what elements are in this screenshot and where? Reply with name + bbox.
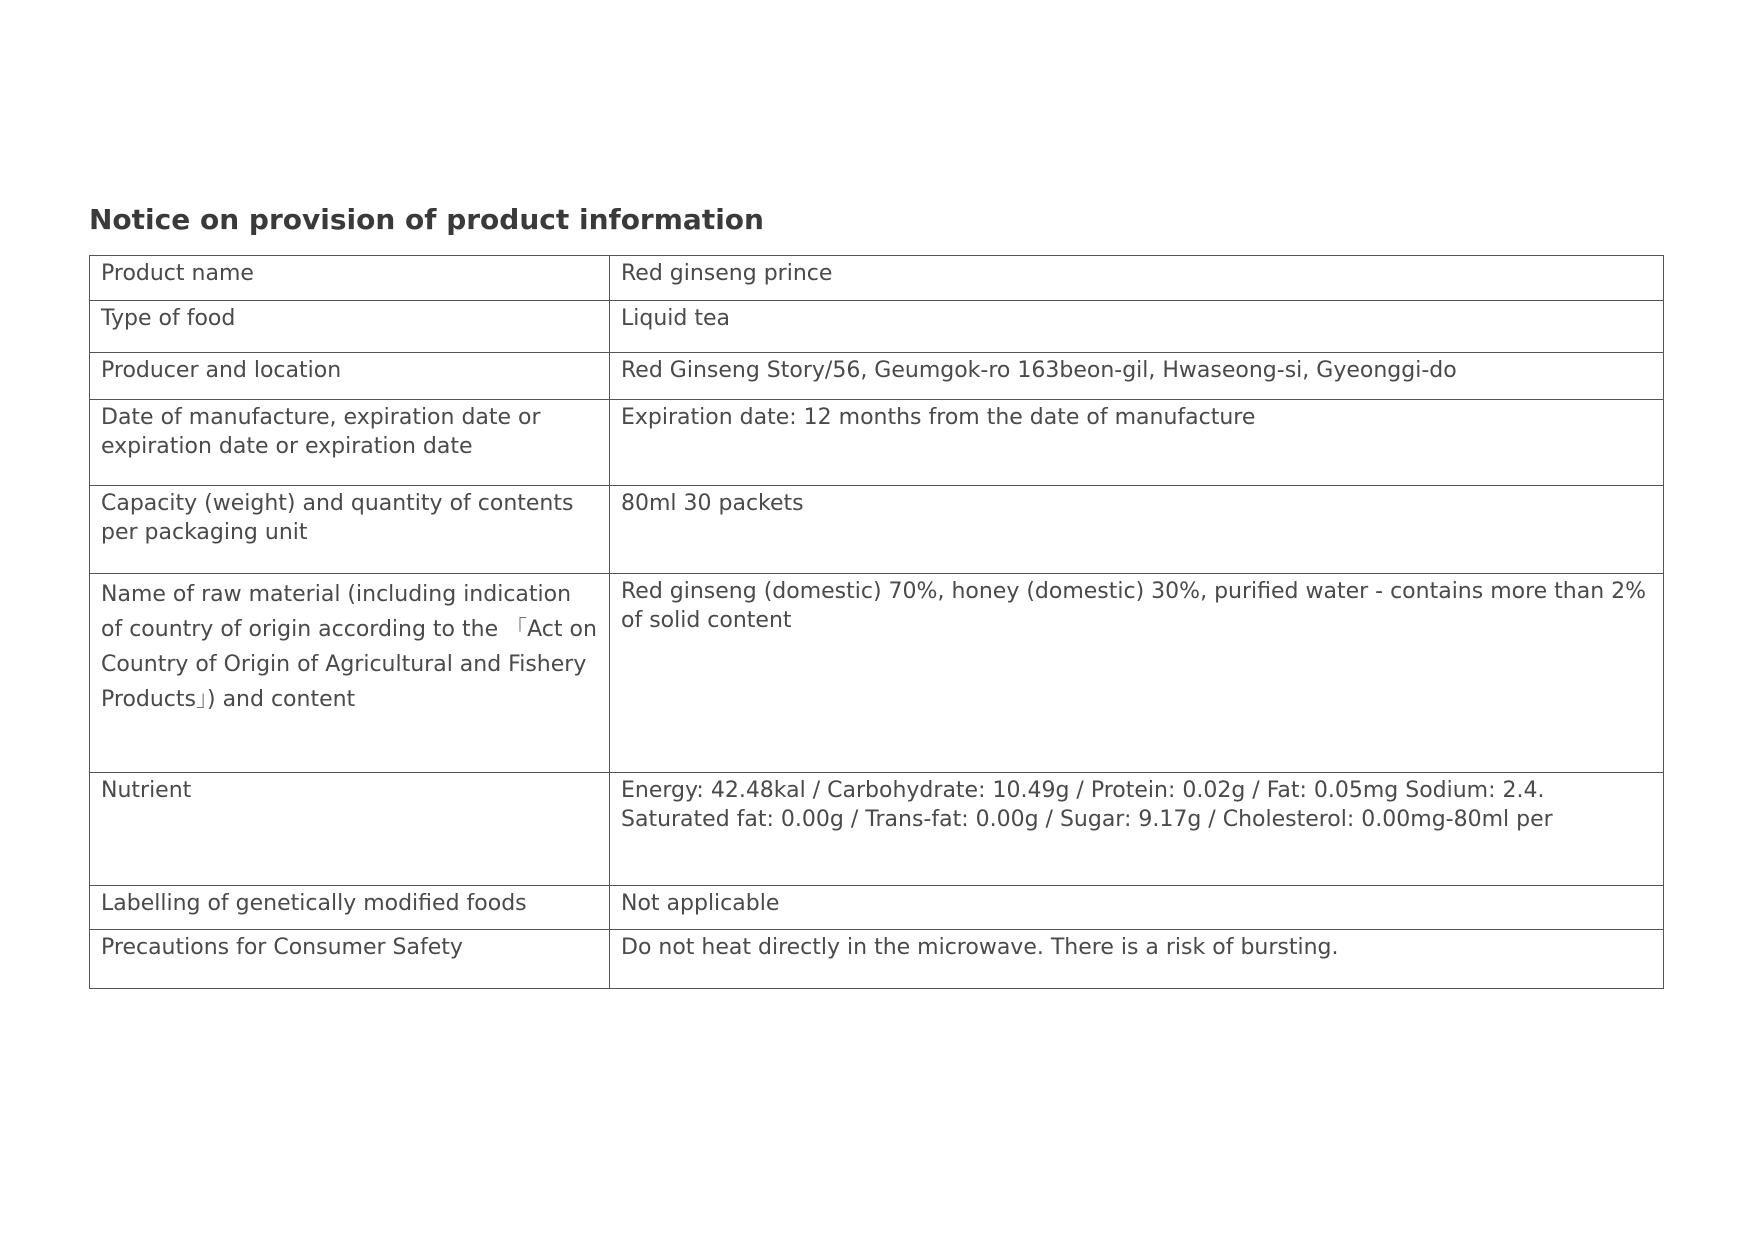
page-title: Notice on provision of product information xyxy=(89,203,764,236)
row-label: Labelling of genetically modified foods xyxy=(90,886,610,930)
row-value: Red Ginseng Story/56, Geumgok-ro 163beon-gil, Hwaseong-si, Gyeonggi-do xyxy=(610,353,1664,400)
table-row xyxy=(90,930,1664,989)
row-label: Type of food xyxy=(90,301,610,353)
row-value: Do not heat directly in the microwave. There is a risk of bursting. xyxy=(610,930,1664,989)
table-row xyxy=(90,400,1664,486)
row-label: Product name xyxy=(90,256,610,301)
row-label: Capacity (weight) and quantity of contents per packaging unit xyxy=(90,486,610,574)
row-label: Precautions for Consumer Safety xyxy=(90,930,610,989)
table-row xyxy=(90,353,1664,400)
row-value: Red ginseng prince xyxy=(610,256,1664,301)
table-row xyxy=(90,486,1664,574)
row-value: Liquid tea xyxy=(610,301,1664,353)
row-value: Not applicable xyxy=(610,886,1664,930)
product-info-table xyxy=(89,255,1664,989)
table-row xyxy=(90,886,1664,930)
row-label: Name of raw material (including indication of country of origin according to the 「Act on Country of Origin of Agricultural and Fishery Products」) and content xyxy=(90,574,610,773)
row-value: Energy: 42.48kal / Carbohydrate: 10.49g / Protein: 0.02g / Fat: 0.05mg Sodium: 2.4. Saturated fat: 0.00g / Trans-fat: 0.00g / Sugar: 9.17g / Cholesterol: 0.00mg-80ml per xyxy=(610,773,1664,886)
row-label: Nutrient xyxy=(90,773,610,886)
row-label: Producer and location xyxy=(90,353,610,400)
table-row xyxy=(90,574,1664,773)
table-row xyxy=(90,773,1664,886)
row-value: 80ml 30 packets xyxy=(610,486,1664,574)
row-value: Red ginseng (domestic) 70%, honey (domestic) 30%, purified water - contains more than 2% of solid content xyxy=(610,574,1664,773)
row-value: Expiration date: 12 months from the date of manufacture xyxy=(610,400,1664,486)
table-row xyxy=(90,301,1664,353)
row-label: Date of manufacture, expiration date or expiration date or expiration date xyxy=(90,400,610,486)
table-row xyxy=(90,256,1664,301)
